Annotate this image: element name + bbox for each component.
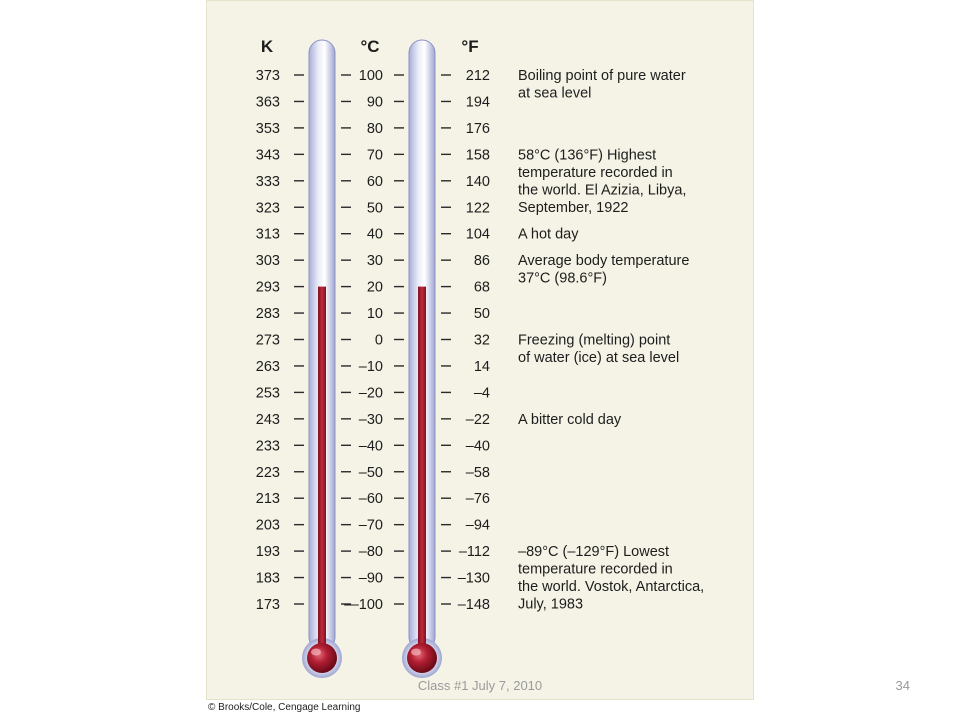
annotation-line: –89°C (–129°F) Lowest bbox=[518, 544, 670, 561]
annotation-line: 58°C (136°F) Highest bbox=[518, 147, 657, 164]
annotation-line: July, 1983 bbox=[518, 596, 584, 613]
celsius-tick-label: —100 bbox=[344, 597, 383, 613]
kelvin-tick-label: 373 bbox=[255, 68, 280, 84]
kelvin-tick-label: 333 bbox=[255, 173, 280, 190]
fahrenheit-tick-label: –130 bbox=[457, 570, 490, 587]
annotation-line: A hot day bbox=[518, 226, 579, 243]
annotations bbox=[518, 68, 704, 613]
kelvin-tick-label: 203 bbox=[255, 517, 280, 534]
bulb-right bbox=[407, 643, 437, 673]
kelvin-tick-label: 353 bbox=[255, 120, 280, 137]
kelvin-tick-label: 223 bbox=[255, 464, 280, 481]
celsius-tick-label: 80 bbox=[366, 120, 383, 137]
annotation-line: at sea level bbox=[518, 85, 592, 102]
fahrenheit-tick-label: 50 bbox=[473, 306, 490, 323]
footer-date: Class #1 July 7, 2010 bbox=[417, 678, 543, 693]
kelvin-tick-label: 313 bbox=[255, 226, 280, 243]
celsius-tick-label: –80 bbox=[358, 544, 383, 561]
kelvin-header: K bbox=[260, 37, 274, 56]
kelvin-tick-label: 303 bbox=[255, 253, 280, 270]
fahrenheit-tick-label: 158 bbox=[465, 147, 490, 164]
celsius-tick-label: –70 bbox=[358, 517, 383, 534]
fluid-column-right bbox=[418, 287, 426, 650]
annotation-line: A bitter cold day bbox=[518, 411, 622, 428]
copyright-notice: © Brooks/Cole, Cengage Learning bbox=[208, 702, 361, 713]
kelvin-tick-label: 183 bbox=[255, 570, 280, 587]
annotation-line: the world. El Azizia, Libya, bbox=[518, 182, 687, 199]
kelvin-tick-label: 173 bbox=[255, 597, 280, 613]
kelvin-scale bbox=[256, 68, 280, 613]
annotation-line: Boiling point of pure water bbox=[518, 68, 686, 84]
fluid-column-left bbox=[318, 287, 326, 650]
fahrenheit-tick-label: 176 bbox=[465, 120, 490, 137]
fahrenheit-tick-label: 68 bbox=[473, 279, 490, 296]
kelvin-tick-label: 273 bbox=[255, 332, 280, 349]
celsius-tick-label: 30 bbox=[366, 253, 383, 270]
kelvin-tick-label: 323 bbox=[255, 200, 280, 217]
celsius-tick-label: –40 bbox=[358, 438, 383, 455]
kelvin-tick-label: 263 bbox=[255, 358, 280, 375]
celsius-tick-label: –20 bbox=[358, 385, 383, 402]
celsius-tick-label: 0 bbox=[374, 332, 383, 349]
annotation-line: Average body temperature bbox=[518, 253, 690, 270]
kelvin-tick-label: 343 bbox=[255, 147, 280, 164]
fahrenheit-tick-label: 104 bbox=[465, 226, 490, 243]
thermometer-left bbox=[302, 40, 342, 678]
celsius-tick-label: 20 bbox=[366, 279, 383, 296]
fahrenheit-tick-label: –76 bbox=[465, 491, 490, 508]
fahrenheit-tick-label: –112 bbox=[458, 544, 490, 561]
fahrenheit-scale bbox=[458, 68, 490, 613]
kelvin-tick-label: 363 bbox=[255, 94, 280, 111]
fahrenheit-tick-label: –58 bbox=[465, 464, 490, 481]
fahrenheit-tick-label: –148 bbox=[457, 597, 490, 613]
kelvin-tick-label: 193 bbox=[255, 544, 280, 561]
celsius-tick-label: –30 bbox=[358, 411, 383, 428]
fahrenheit-tick-label: –22 bbox=[465, 411, 490, 428]
slide-footer bbox=[0, 676, 960, 698]
celsius-scale bbox=[344, 68, 383, 613]
fahrenheit-tick-label: 194 bbox=[465, 94, 490, 111]
celsius-tick-label: –90 bbox=[358, 570, 383, 587]
annotation-line: Freezing (melting) point bbox=[518, 332, 671, 349]
celsius-tick-label: 100 bbox=[358, 68, 383, 84]
annotation-line: of water (ice) at sea level bbox=[518, 350, 680, 366]
fahrenheit-header: °F bbox=[461, 37, 479, 56]
fahrenheit-tick-label: 86 bbox=[473, 253, 490, 270]
thermometer-right bbox=[402, 40, 442, 678]
kelvin-tick-label: 243 bbox=[255, 411, 280, 428]
fahrenheit-tick-label: –40 bbox=[465, 438, 490, 455]
annotation-line: 37°C (98.6°F) bbox=[518, 270, 607, 287]
annotation-line: September, 1922 bbox=[518, 199, 629, 216]
fahrenheit-tick-label: 14 bbox=[473, 358, 490, 375]
celsius-tick-label: –50 bbox=[358, 464, 383, 481]
fahrenheit-tick-label: –94 bbox=[465, 517, 490, 534]
celsius-tick-label: –10 bbox=[358, 358, 383, 375]
bulb-left bbox=[307, 643, 337, 673]
celsius-tick-label: 60 bbox=[366, 173, 383, 190]
annotation-line: temperature recorded in bbox=[518, 561, 673, 578]
celsius-tick-label: 10 bbox=[366, 306, 383, 323]
kelvin-tick-label: 233 bbox=[255, 438, 280, 455]
kelvin-tick-label: 293 bbox=[255, 279, 280, 296]
fahrenheit-tick-label: 32 bbox=[473, 332, 490, 349]
page-number: 34 bbox=[895, 678, 910, 693]
fahrenheit-tick-label: –4 bbox=[473, 385, 490, 402]
fahrenheit-tick-label: 212 bbox=[465, 68, 490, 84]
kelvin-tick-label: 253 bbox=[255, 385, 280, 402]
kelvin-tick-label: 213 bbox=[255, 491, 280, 508]
annotation-line: the world. Vostok, Antarctica, bbox=[518, 579, 705, 596]
celsius-tick-label: 50 bbox=[366, 200, 383, 217]
celsius-tick-label: 70 bbox=[366, 147, 383, 164]
celsius-header: °C bbox=[360, 37, 380, 56]
kelvin-tick-label: 283 bbox=[255, 306, 280, 323]
celsius-tick-label: –60 bbox=[358, 491, 383, 508]
fahrenheit-tick-label: 122 bbox=[465, 200, 490, 217]
celsius-tick-label: 90 bbox=[366, 94, 383, 111]
fahrenheit-tick-label: 140 bbox=[465, 173, 490, 190]
annotation-line: temperature recorded in bbox=[518, 164, 673, 181]
celsius-tick-label: 40 bbox=[366, 226, 383, 243]
